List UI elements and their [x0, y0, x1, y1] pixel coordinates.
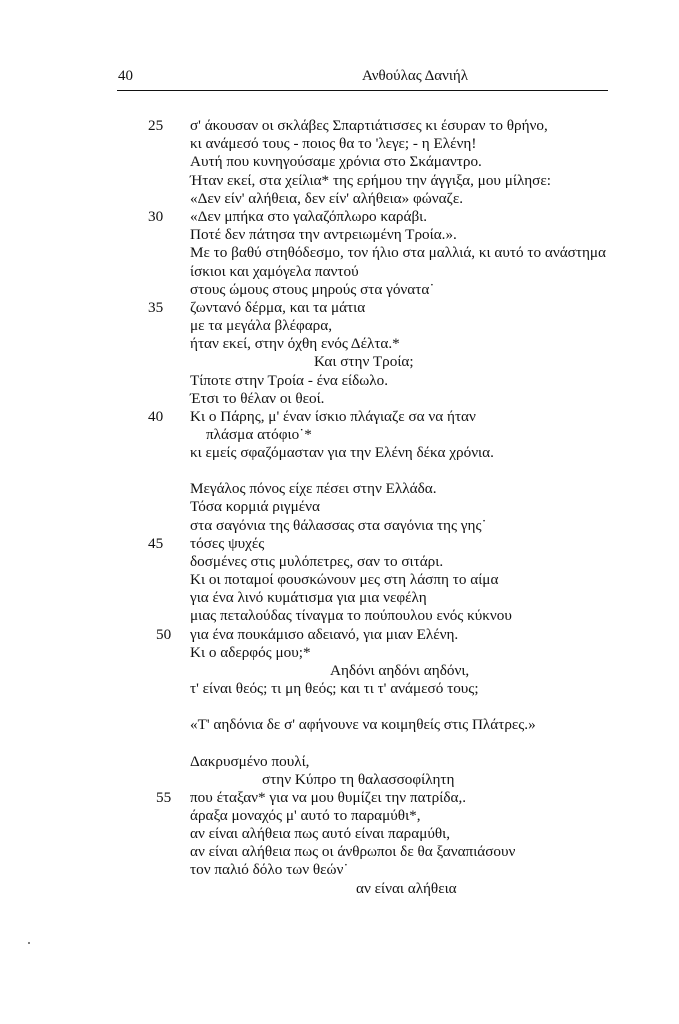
- poem-line: κι ανάμεσό τους - ποιος θα το 'λεγε; - η Ελένη!: [190, 135, 477, 152]
- poem-line: Αηδόνι αηδόνι αηδόνι,: [330, 662, 470, 679]
- poem-line: Κι ο Πάρης, μ' έναν ίσκιο πλάγιαζε σα να ήταν: [190, 408, 476, 425]
- poem-line: ίσκιοι και χαμόγελα παντού: [190, 263, 359, 280]
- poem-line: «Δεν είν' αλήθεια, δεν είν' αλήθεια» φώναζε.: [190, 190, 464, 207]
- poem-line: τ' είναι θεός; τι μη θεός; και τι τ' ανάμεσό τους;: [190, 680, 479, 697]
- poem-line: άραξα μοναχός μ' αυτό το παραμύθι*,: [190, 807, 421, 824]
- poem-line: ζωντανό δέρμα, και τα μάτια: [190, 299, 366, 316]
- line-number: 45: [148, 535, 164, 552]
- poem-line: δοσμένες στις μυλόπετρες, σαν το σιτάρι.: [190, 553, 444, 570]
- poem-line: Έτσι το θέλαν οι θεοί.: [190, 390, 325, 407]
- poem-line: Με το βαθύ στηθόδεσμο, τον ήλιο στα μαλλιά, κι αυτό το ανάστημα: [190, 244, 606, 261]
- poem-line: για ένα πουκάμισο αδειανό, για μιαν Ελένη.: [190, 626, 459, 643]
- poem-line: με τα μεγάλα βλέφαρα,: [190, 317, 333, 334]
- poem-line: αν είναι αλήθεια: [356, 880, 457, 897]
- line-number: 35: [148, 299, 164, 316]
- poem-line: στους ώμους στους μηρούς στα γόνατα˙: [190, 281, 435, 298]
- poem-line: Και στην Τροία;: [314, 353, 414, 370]
- poem-line: αν είναι αλήθεια πως αυτό είναι παραμύθι,: [190, 825, 451, 842]
- poem-line: τόσες ψυχές: [190, 535, 265, 552]
- poem-line: που έταξαν* για να μου θυμίζει την πατρίδα,.: [190, 789, 467, 806]
- poem-line: για ένα λινό κυμάτισμα για μια νεφέλη: [190, 589, 427, 606]
- poem-line: ήταν εκεί, στην όχθη ενός Δέλτα.*: [190, 335, 400, 352]
- poem-line: Κι οι ποταμοί φουσκώνουν μες στη λάσπη το αίμα: [190, 571, 499, 588]
- line-number: 55: [156, 789, 172, 806]
- scan-speck: [28, 942, 30, 944]
- poem-line: αν είναι αλήθεια πως οι άνθρωποι δε θα ξαναπιάσουν: [190, 843, 516, 860]
- line-number: 40: [148, 408, 164, 425]
- poem-line: Κι ο αδερφός μου;*: [190, 644, 311, 661]
- poem-line: «Δεν μπήκα στο γαλαζόπλωρο καράβι.: [190, 208, 428, 225]
- poem-line: κι εμείς σφαζόμασταν για την Ελένη δέκα χρόνια.: [190, 444, 494, 461]
- line-number: 30: [148, 208, 164, 225]
- poem-line: Ποτέ δεν πάτησα την αντρειωμένη Τροία.».: [190, 226, 457, 243]
- poem-line: Τίποτε στην Τροία - ένα είδωλο.: [190, 372, 389, 389]
- page-number: 40: [118, 68, 133, 84]
- poem-line: πλάσμα ατόφιο˙*: [206, 426, 312, 443]
- poem-line: μιας πεταλούδας τίναγμα το πούπουλου ενός κύκνου: [190, 607, 512, 624]
- poem-line: τον παλιό δόλο των θεών˙: [190, 861, 349, 878]
- poem-line: Μεγάλος πόνος είχε πέσει στην Ελλάδα.: [190, 480, 437, 497]
- poem-line: «Τ' αηδόνια δε σ' αφήνουνε να κοιμηθείς στις Πλάτρες.»: [190, 716, 536, 733]
- line-number: 50: [156, 626, 172, 643]
- poem-line: στα σαγόνια της θάλασσας στα σαγόνια της γης˙: [190, 517, 487, 534]
- line-number: 25: [148, 117, 164, 134]
- running-title: Ανθούλας Δανιήλ: [362, 68, 469, 84]
- poem-line: στην Κύπρο τη θαλασσοφίλητη: [262, 771, 455, 788]
- poem-line: σ' άκουσαν οι σκλάβες Σπαρτιάτισσες κι έσυραν το θρήνο,: [190, 117, 548, 134]
- poem-line: Δακρυσμένο πουλί,: [190, 753, 310, 770]
- poem-line: Τόσα κορμιά ριγμένα: [190, 498, 320, 515]
- poem-line: Ήταν εκεί, στα χείλια* της ερήμου την άγγιξα, μου μίλησε:: [190, 172, 551, 189]
- poem-line: Αυτή που κυνηγούσαμε χρόνια στο Σκάμαντρο.: [190, 153, 482, 170]
